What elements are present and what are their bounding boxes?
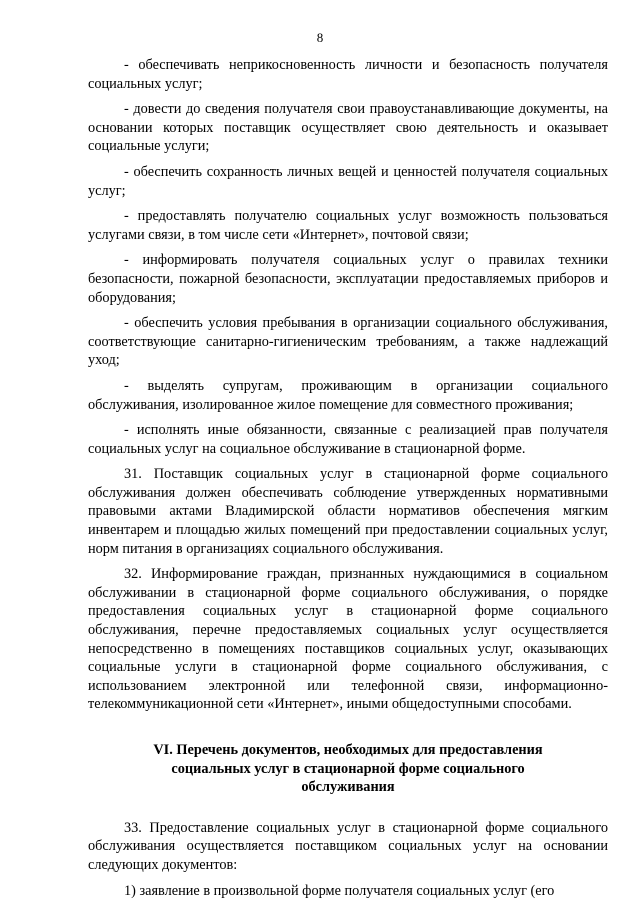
document-body [88, 56, 608, 907]
page-number: 8 [316, 30, 324, 45]
section-heading-line-2: социальных услуг в стационарной форме социального [171, 760, 525, 777]
paragraph-belongings-safety: - обеспечить сохранность личных вещей и ценностей получателя социальных услуг; [88, 163, 608, 199]
paragraph-safety-rules: - информировать получателя социальных услуг о правилах техники безопасности, пожарной безопасности, эксплуатации предоставляемых приборов и оборудования; [88, 252, 608, 306]
paragraph-constituent-documents: - довести до сведения получателя свои правоустанавливающие документы, на основании которых поставщик осуществляет свою деятельность и оказывает социальные услуги; [88, 101, 608, 155]
paragraph-inviolability: - обеспечивать неприкосновенность личности и безопасность получателя социальных услуг; [88, 57, 608, 92]
paragraph-other-duties: - исполнять иные обязанности, связанные с реализацией прав получателя социальных услуг на социальное обслуживание в стационарной форме. [88, 422, 608, 457]
paragraph-33-item-1: 1) заявление в произвольной форме получателя социальных услуг (его [124, 882, 555, 899]
paragraph-spouses-room: - выделять супругам, проживающим в организации социального обслуживания, изолированное жилое помещение для совместного проживания; [88, 377, 608, 413]
section-heading-vi [88, 741, 608, 797]
paragraph-living-conditions: - обеспечить условия пребывания в организации социального обслуживания, соответствующие санитарно-гигиеническим требованиям, а также надлежащий уход; [88, 315, 608, 369]
paragraph-communication-services: - предоставлять получателю социальных услуг возможность пользоваться услугами связи, в том числе сети «Интернет», почтовой связи; [88, 208, 608, 243]
paragraph-33: 33. Предоставление социальных услуг в стационарной форме социального обслуживания осуществляется поставщиком социальных услуг на основании следующих документов: [88, 819, 608, 873]
section-heading-line-3: обслуживания [301, 779, 395, 796]
paragraph-32: 32. Информирование граждан, признанных нуждающимися в социальном обслуживании в стационарной форме социального обслуживания, о порядке предоставления социальных услуг в стационарной форме социального обслуживания, перечне предоставляемых социальных услуг осуществляется непосредственно в помещениях поставщиков социальных услуг, оказывающих социальные услуги в стационарной форме социального обслуживания, с использованием электронной или телефонной связи, информационно-телекоммуникационной сети «Интернет», иными общедоступными способами. [88, 566, 608, 713]
section-heading-line-1: VI. Перечень документов, необходимых для предоставления [153, 742, 543, 758]
paragraph-31: 31. Поставщик социальных услуг в стационарной форме социального обслуживания должен обеспечивать соблюдение утвержденных нормативными правовыми актами Владимирской области нормативов обеспечения мягким инвентарем и площадью жилых помещений при предоставлении социальных услуг, норм питания в организациях социального обслуживания. [88, 466, 608, 557]
